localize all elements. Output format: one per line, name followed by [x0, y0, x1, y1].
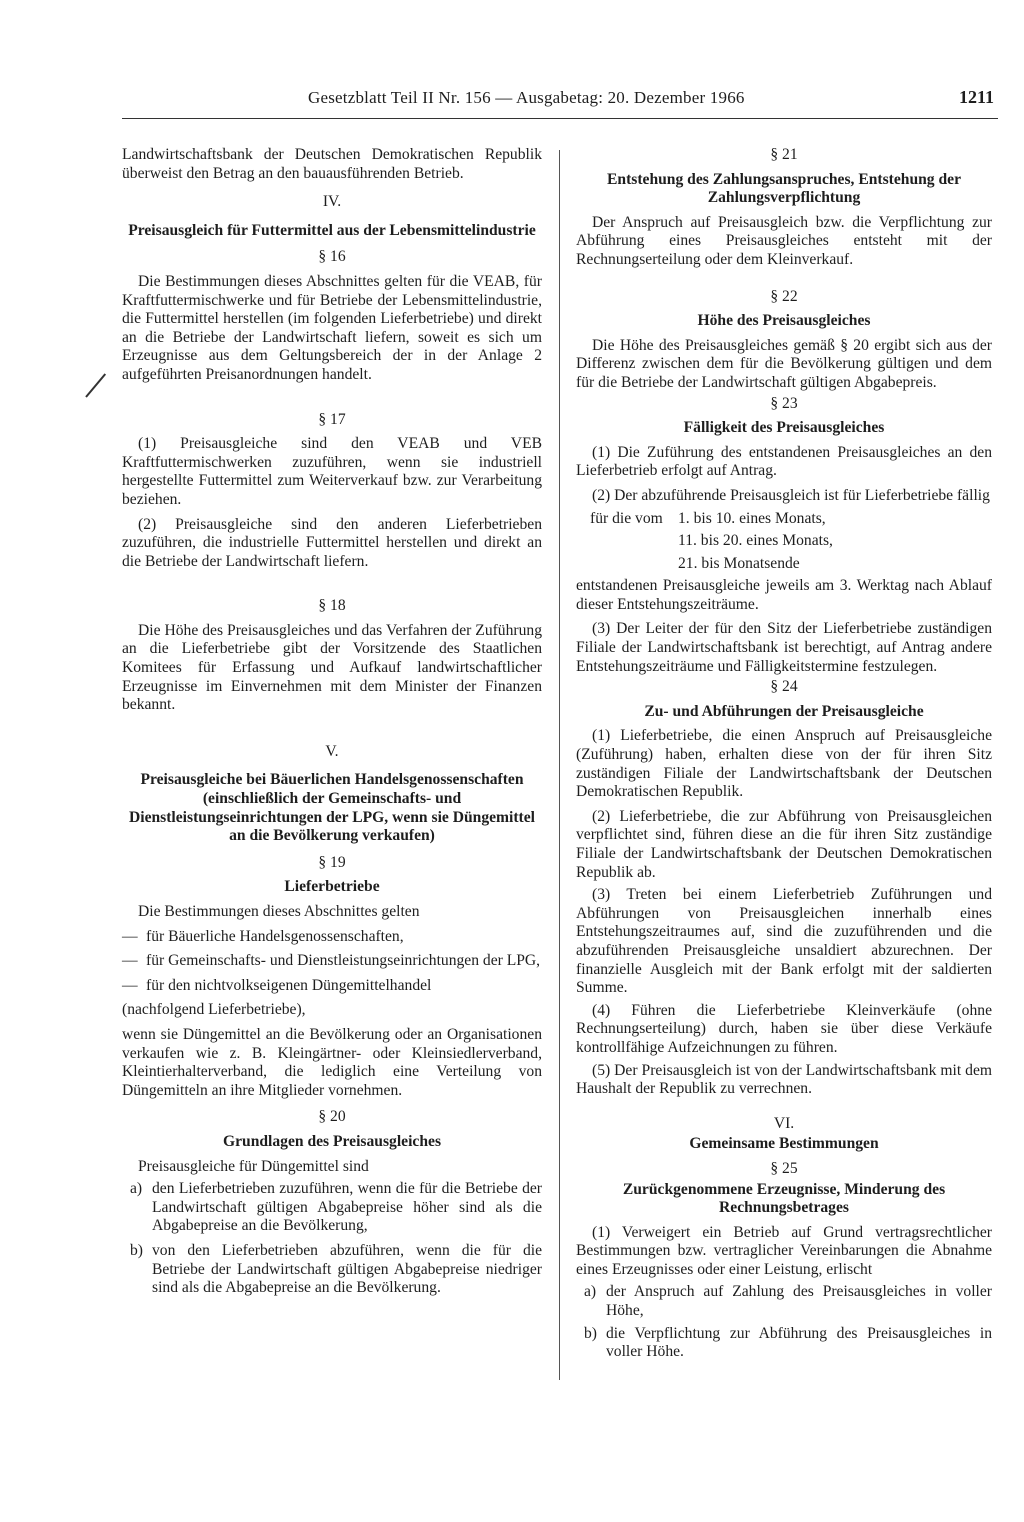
paragraph-17-number: § 17: [318, 410, 346, 428]
section-4-title: Preisausgleich für Futtermittel aus der Lebensmittelindustrie: [128, 221, 536, 239]
paragraph-23-number: § 23: [770, 394, 798, 412]
paragraph-23-clause-3: (3) Der Leiter der für den Sitz der Lieferbetriebe zuständigen Filiale der Landwirtschaftsbank ist berechtigt, auf Antrag andere Entstehungszeiträume und Fälligkeitstermine festzulegen.: [576, 620, 992, 675]
paragraph-19-after: (nachfolgend Lieferbetriebe),: [122, 1001, 306, 1019]
paragraph-20-number: § 20: [318, 1108, 346, 1126]
paragraph-24-clause-1: (1) Lieferbetriebe, die einen Anspruch auf Preisausgleiche (Zuführung) haben, erhalten diese von der für ihren Sitz zuständigen Filiale der Landwirtschaftsbank der Deutschen Demokratischen Republik.: [576, 727, 992, 801]
paragraph-18-number: § 18: [318, 597, 346, 615]
margin-pen-mark: [85, 373, 106, 397]
list-item: [576, 1325, 992, 1362]
period-value: 11. bis 20. eines Monats,: [678, 532, 833, 550]
list-item-text: von den Lieferbetrieben abzuführen, wenn die für die Betriebe der Landwirtschaft gültigen Abgabepreise niedriger sind als die Abgabepreise an die Bevölkerung.: [152, 1241, 542, 1297]
paragraph-19-number: § 19: [318, 853, 346, 871]
period-value: 1. bis 10. eines Monats,: [678, 509, 826, 527]
period-row: [576, 532, 992, 551]
page-number: 1211: [958, 87, 994, 107]
period-row: [576, 555, 992, 574]
dash-marker: —: [122, 976, 138, 994]
item-marker: a): [130, 1180, 143, 1198]
period-value: 21. bis Monatsende: [678, 554, 800, 572]
list-item: [122, 1180, 542, 1236]
paragraph-25-number: § 25: [770, 1159, 798, 1177]
paragraph-22-title: Höhe des Preisausgleiches: [697, 312, 871, 330]
list-item-text: für Gemeinschafts- und Dienstleistungseinrichtungen der LPG,: [146, 952, 541, 970]
paragraph-16-number: § 16: [318, 248, 346, 266]
left-column: [122, 146, 542, 1298]
paragraph-19-text: wenn sie Düngemittel an die Bevölkerung oder an Organisationen verkaufen wie z. B. Kleingärtner- oder Kleinsiedlerverband, Kleintierhalterverband, die lediglich eine Verteilung von Düngemitteln an ihre Mitglieder vornehmen.: [122, 1025, 542, 1099]
item-marker: b): [130, 1241, 143, 1259]
period-label: für die vom: [590, 509, 663, 527]
paragraph-25-title: Zurückgenommene Erzeugnisse, Minderung des Rechnungsbetrages: [622, 1180, 946, 1217]
dash-marker: —: [122, 927, 138, 945]
item-marker: b): [584, 1324, 597, 1342]
column-divider: [559, 150, 560, 1380]
list-item-text: für den nichtvolkseigenen Düngemittelhandel: [146, 976, 432, 994]
list-item: [122, 928, 542, 947]
list-item: [122, 1242, 542, 1298]
paragraph-23-clause-2: (2) Der abzuführende Preisausgleich ist für Lieferbetriebe fällig: [592, 486, 990, 504]
section-6-title: Gemeinsame Bestimmungen: [689, 1135, 879, 1153]
paragraph-23-after: entstandenen Preisausgleiche jeweils am 3. Werktag nach Ablauf dieser Entstehungszeiträume.: [576, 577, 992, 613]
item-marker: a): [584, 1283, 597, 1301]
paragraph-21-title: Entstehung des Zahlungsanspruches, Entstehung der Zahlungsverpflichtung: [607, 170, 961, 207]
list-item: [122, 952, 542, 971]
section-4-number: IV.: [322, 193, 342, 211]
section-6-number: VI.: [773, 1114, 795, 1132]
period-row: [576, 510, 992, 529]
paragraph-22-number: § 22: [770, 287, 798, 305]
list-item: [122, 977, 542, 996]
page-header: [122, 86, 998, 119]
paragraph-24-number: § 24: [770, 678, 798, 696]
paragraph-19-title: Lieferbetriebe: [284, 878, 380, 896]
paragraph-24-title: Zu- und Abführungen der Preisausgleiche: [644, 702, 924, 720]
paragraph-24-clause-5: (5) Der Preisausgleich ist von der Landwirtschaftsbank mit dem Haushalt der Republik zu verrechnen.: [576, 1061, 992, 1098]
paragraph-22-text: Die Höhe des Preisausgleiches gemäß § 20 ergibt sich aus der Differenz zwischen dem für die Bevölkerung gültigen und dem für die Betriebe der Landwirtschaft gültigen Abgabepreis.: [576, 336, 992, 391]
list-item-text: den Lieferbetrieben zuzuführen, wenn die für die Betriebe der Landwirtschaft gültigen Abgabepreise höher sind als die Abgabepreise an die Bevölkerung,: [152, 1180, 542, 1235]
section-5-title: Preisausgleiche bei Bäuerlichen Handelsgenossenschaften (einschließlich der Gemeinschafts- und Dienstleistungseinrichtungen der LPG, wenn sie Düngemittel an die Bevölkerung verkaufen): [128, 771, 536, 845]
paragraph-17-clause-2: (2) Preisausgleiche sind den anderen Lieferbetrieben zuzuführen, die industrielle Futtermittel herstellen und direkt an die Betriebe der Landwirtschaft liefern.: [122, 515, 542, 570]
list-item-text: für Bäuerliche Handelsgenossenschaften,: [146, 927, 404, 945]
paragraph-25-clause-1: (1) Verweigert ein Betrieb auf Grund vertragsrechtlicher Bestimmungen bzw. vertraglicher Vereinbarungen die Abnahme eines Erzeugnisses oder einer Leistung, erlischt: [576, 1223, 992, 1278]
paragraph-20-title: Grundlagen des Preisausgleiches: [222, 1132, 442, 1150]
intro-paragraph: Landwirtschaftsbank der Deutschen Demokratischen Republik überweist den Betrag an den bauausführenden Betrieb.: [122, 146, 542, 182]
paragraph-23-clause-1: (1) Die Zuführung des entstandenen Preisausgleiches an den Lieferbetrieb erfolgt auf Antrag.: [576, 443, 992, 480]
paragraph-19-intro: Die Bestimmungen dieses Abschnittes gelten: [138, 903, 420, 920]
paragraph-16-text: Die Bestimmungen dieses Abschnittes gelten für die VEAB, für Kraftfuttermischwerke und für Betriebe der Lebensmittelindustrie, die Futtermittel herstellen (im folgenden Lieferbetriebe) und direkt an die Betriebe der Landwirtschaft liefern, soweit es sich um Erzeugnisse aus dem Geltungsbereich der in der Anlage 2 aufgeführten Preisanordnungen handelt.: [122, 272, 542, 383]
list-item: [576, 1283, 992, 1320]
paragraph-24-clause-4: (4) Führen die Lieferbetriebe Kleinverkäufe (ohne Rechnungserteilung) durch, haben sie über diese Verkäufe kontrollfähige Aufzeichnungen zu führen.: [576, 1001, 992, 1056]
paragraph-21-text: Der Anspruch auf Preisausgleich bzw. die Verpflichtung zur Abführung eines Preisausgleiches entsteht mit der Rechnungserteilung oder dem Kleinverkauf.: [576, 213, 992, 268]
paragraph-20-intro: Preisausgleiche für Düngemittel sind: [138, 1157, 369, 1175]
section-5-number: V.: [325, 742, 339, 760]
dash-marker: —: [122, 952, 138, 970]
paragraph-24-clause-3: (3) Treten bei einem Lieferbetrieb Zuführungen und Abführungen von Preisausgleichen innerhalb eines Entstehungszeitraumes auf, sind die zuzuführenden und die abzuführenden Preisausgleiche unsaldiert abzurechnen. Der finanzielle Ausgleich mit der Bank erfolgt mit der saldierten Summe.: [576, 886, 992, 997]
right-column: [576, 146, 992, 1362]
list-item-text: die Verpflichtung zur Abführung des Preisausgleiches in voller Höhe.: [606, 1324, 992, 1361]
header-title: Gesetzblatt Teil II Nr. 156 — Ausgabetag: 20. Dezember 1966: [308, 88, 745, 107]
list-item-text: der Anspruch auf Zahlung des Preisausgleiches in voller Höhe,: [606, 1283, 992, 1320]
paragraph-17-clause-1: (1) Preisausgleiche sind den VEAB und VEB Kraftfuttermischwerken zuzuführen, wenn sie industriell hergestellte Futtermittel zum Weiterverkauf bzw. zur Verarbeitung beziehen.: [122, 435, 542, 508]
paragraph-23-title: Fälligkeit des Preisausgleiches: [683, 419, 885, 437]
paragraph-24-clause-2: (2) Lieferbetriebe, die zur Abführung von Preisausgleichen verpflichtet sind, führen diese an die für ihren Sitz zuständige Filiale der Landwirtschaftsbank der Deutschen Demokratischen Republik ab.: [576, 807, 992, 881]
paragraph-18-text: Die Höhe des Preisausgleiches und das Verfahren der Zuführung an die Lieferbetriebe gibt der Vorsitzende des Staatlichen Komitees für Erfassung und Aufkauf landwirtschaftlicher Erzeugnisse im Einvernehmen mit dem Minister der Finanzen bekannt.: [122, 621, 542, 714]
paragraph-21-number: § 21: [770, 146, 798, 163]
